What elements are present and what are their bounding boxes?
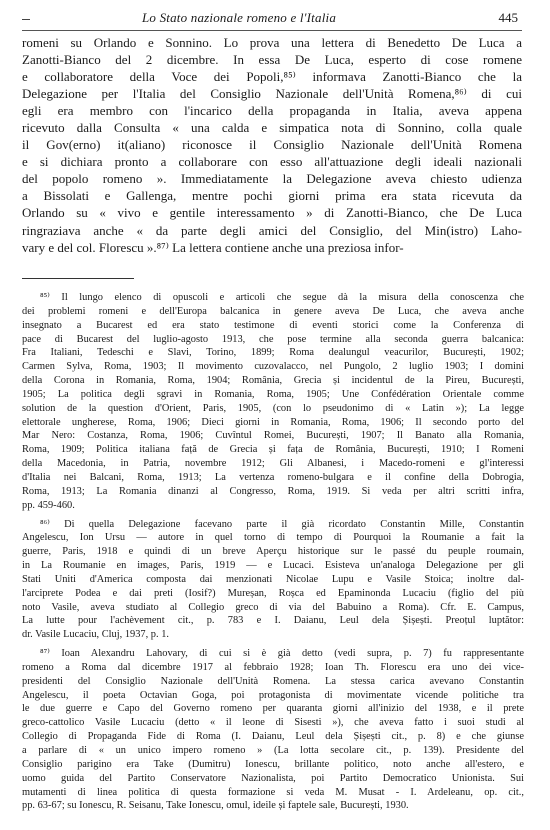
footnote-line: della Macedonia, in Patria, novembre 1912; Gli Albanesi, i Macedo-romeni e gl'interessi [22, 458, 524, 470]
footnote-line: della Corona in Romania, Roma, 1904; România, Grecia și incidentul de la Pireu, București, [22, 375, 524, 387]
body-line: Zanotti-Bianco del 2 dicembre. In essa De Luca, esperto di cose romene [22, 52, 522, 68]
footnote-line: in La Roumanie en images, Paris, 1919 — e Lucaci. Esisteva un'analoga Delegazione per gli [22, 560, 524, 572]
footnote-line: insegnato a Bucarest ed era stato testimone di eventi storici come la Conferenza di [22, 319, 524, 331]
body-line: il Gov(erno) it(aliano) riconosce il Consiglio Nazionale dell'Unità Romena [22, 137, 522, 153]
footnote-line: d'Italia nei Balcani, Roma, 1913; La vertenza romeno-bulgara e il confine della Dobrogia, [22, 471, 524, 483]
footnote-line: a parlare di « un unico impero romeno » (La lotta secolare cit., p. 139). Presidente del [22, 745, 524, 756]
footnote-line: elettorale ungherese, Roma, 1906; Dieci giorni in Romania, Roma, 1906; Il secondo porto del [22, 416, 524, 428]
body-line: vary e del col. Florescu ».⁸⁷⁾ La lettera contiene anche una preziosa infor- [22, 239, 404, 255]
body-line: egli era membro con l'incarico della propaganda in Italia, aveva appena [22, 103, 522, 119]
footnote-line: pp. 63-67; su Ionescu, R. Seisanu, Take Ionescu, omul, ideile și faptele sale, București, 1930. [22, 800, 409, 812]
footnote-line: pp. 459-460. [22, 499, 75, 511]
footnote-line: dr. Vasile Lucaciu, Cluj, 1937, p. 1. [22, 629, 169, 641]
footnote-line: ⁸⁶⁾ Di quella Delegazione facevano parte il già ricordato Constantin Mille, Constantin [40, 518, 524, 530]
running-head [22, 10, 522, 31]
footnote-line: dei problemi romeni e dell'Europa balcanica in genere aveva De Luca, che aveva anche [22, 305, 524, 317]
footnote-line: l'arciprete Podea e dai preti (Iosif?) Mureșan, Roșca ed Epaminonda Lucaciu (figlio del più [22, 587, 524, 599]
footnote-line: 1905; La politica degli sgravi in Romania, Roma, 1905; Une Confédération Orientale comme [22, 388, 524, 400]
footnote-line: pace di Bucarest del luglio-agosto 1913, che pose termine alla seconda guerra balcanica: [22, 333, 524, 345]
body-line: ricevuto dalla Consulta « una calda e simpatica nota di Sonnino, colla quale [22, 120, 522, 136]
footnote-line: guerre, Paris, 1918 e quindi di un breve Aperçu historique sur le passé du peuple roumain, [22, 546, 524, 558]
footnote-line: mutamenti di linea politica di questa formazione si veda M. Musat - I. Ardeleanu, op. cit., [22, 786, 524, 798]
footnote [22, 291, 524, 513]
body-line: del popolo romeno ». Immediatamente la Delegazione aveva chiesto udienza [22, 171, 522, 187]
footnote-line: Stati Uniti d'America composta dai menzionati Nicolae Lupu e Vasile Stoica; inoltre dal- [22, 573, 524, 585]
footnote-line: noto Vasile, aveva studiato al Collegio greco di via del Babuino a Roma). Cfr. E. Campus, [22, 601, 524, 613]
body-line: ringraziava anche « da parte degli amici del Consiglio, del Min(istro) Laho- [22, 222, 522, 238]
page-number: 445 [498, 10, 518, 25]
body-line: a Bissolati e Gallenga, mentre pochi giorni prima era stata ricevuta da [22, 188, 522, 204]
footnote-line: presidenti del Consiglio Nazionale dell'Unità Romena. La stessa carica avevano Constantin [22, 675, 524, 687]
footnote-line: Carmen Sylva, Roma, 1903; Il movimento cuzovalacco, nel Pungolo, 2 luglio 1903; I domini [22, 361, 524, 373]
body-line: e collaboratore della Voce dei Popoli,⁸⁵⁾ informava Zanotti-Bianco che la [22, 69, 522, 85]
footnote-line: Roma, 1909; Politica italiana față de Grecia și fața de România, București, 1910; I Romeni [22, 444, 524, 456]
running-head-rule [22, 19, 30, 20]
footnote-line: La lutte pour l'achèvement cit., p. 783 e I. Daianu, Leul dela Șișești. Preoțul luptător: [22, 615, 524, 627]
footnote-line: uomo guida del Partito Conservatore Nazionalista, poi Partito Democratico Unionista. Sui [22, 772, 524, 784]
footnote-line: ⁸⁵⁾ Il lungo elenco di opuscoli e articoli che segue dà la misura della conoscenza che [40, 292, 524, 303]
footnote-line: Consiglio parigino era Take (Dumitru) Ionescu, brillante politico, noto anche all'estero, e [22, 758, 524, 770]
footnote-line: romeno a Roma dal dicembre 1917 al febbraio 1928; Ioan Th. Florescu era uno dei vice- [22, 661, 524, 673]
footnotes [22, 291, 524, 818]
footnote-line: Mar Nero: Costanza, Roma, 1906; Cuvîntul Romei, București, 1907; Il Banato alla Romania, [22, 430, 524, 442]
body-line: Delegazione per l'Italia del Consiglio Nazionale dell'Unità Romena,⁸⁶⁾ di cui [22, 86, 522, 102]
footnote-line: ⁸⁷⁾ Ioan Alexandru Lahovary, di cui si è già detto (vedi supra, p. 7) fu rappresentante [40, 648, 524, 660]
main-text [22, 34, 522, 256]
body-line: e si dichiara pronto a collaborare con esso all'attuazione degli ideali nazionali [22, 154, 522, 170]
running-head-title: Lo Stato nazionale romeno e l'Italia [142, 10, 337, 25]
footnote-line: le due guerre e Capo del Governo romeno per quaranta giorni all'inizio del 1938, e il prete [22, 703, 524, 715]
body-line: Orlando su « vivo e gentile interessamento » di Zanotti-Bianco, che De Luca [22, 205, 522, 221]
footnote-line: solution de la question d'Orient, Paris, 1905, (con lo pseudonimo di « Latin »); La legge [22, 402, 524, 414]
footnote-separator [22, 278, 134, 279]
footnote-line: greco-cattolico Vasile Lucaciu (detto « il leone di Sisesti »), che aveva fatto i suoi studi al [22, 717, 524, 729]
footnote [22, 518, 524, 643]
footnote-line: Angelescu, il poeta Octavian Goga, poi protagonista di movimentate vicende politiche tra [22, 689, 524, 701]
footnote [22, 647, 524, 813]
footnote-line: Roma, 1913; La Romania dinanzi al Congresso, Roma, 1919. Si veda per altri scritti infra, [22, 485, 524, 497]
footnote-line: Collegio di Propaganda Fide di Roma (I. Daianu, Leul dela Șișești cit., p. 8) e che giunse [22, 731, 524, 743]
footnote-line: Angelescu, Ion Ursu — autore in quel torno di tempo di Pourquoi la Roumanie a fait la [22, 532, 524, 544]
body-line: romeni su Orlando e Sonnino. Lo prova una lettera di Benedetto De Luca a [22, 35, 522, 50]
footnote-line: Fra Italiani, Tedeschi e Slavi, Torino, 1899; Roma dealungul veacurilor, București, 1902; [22, 347, 524, 359]
